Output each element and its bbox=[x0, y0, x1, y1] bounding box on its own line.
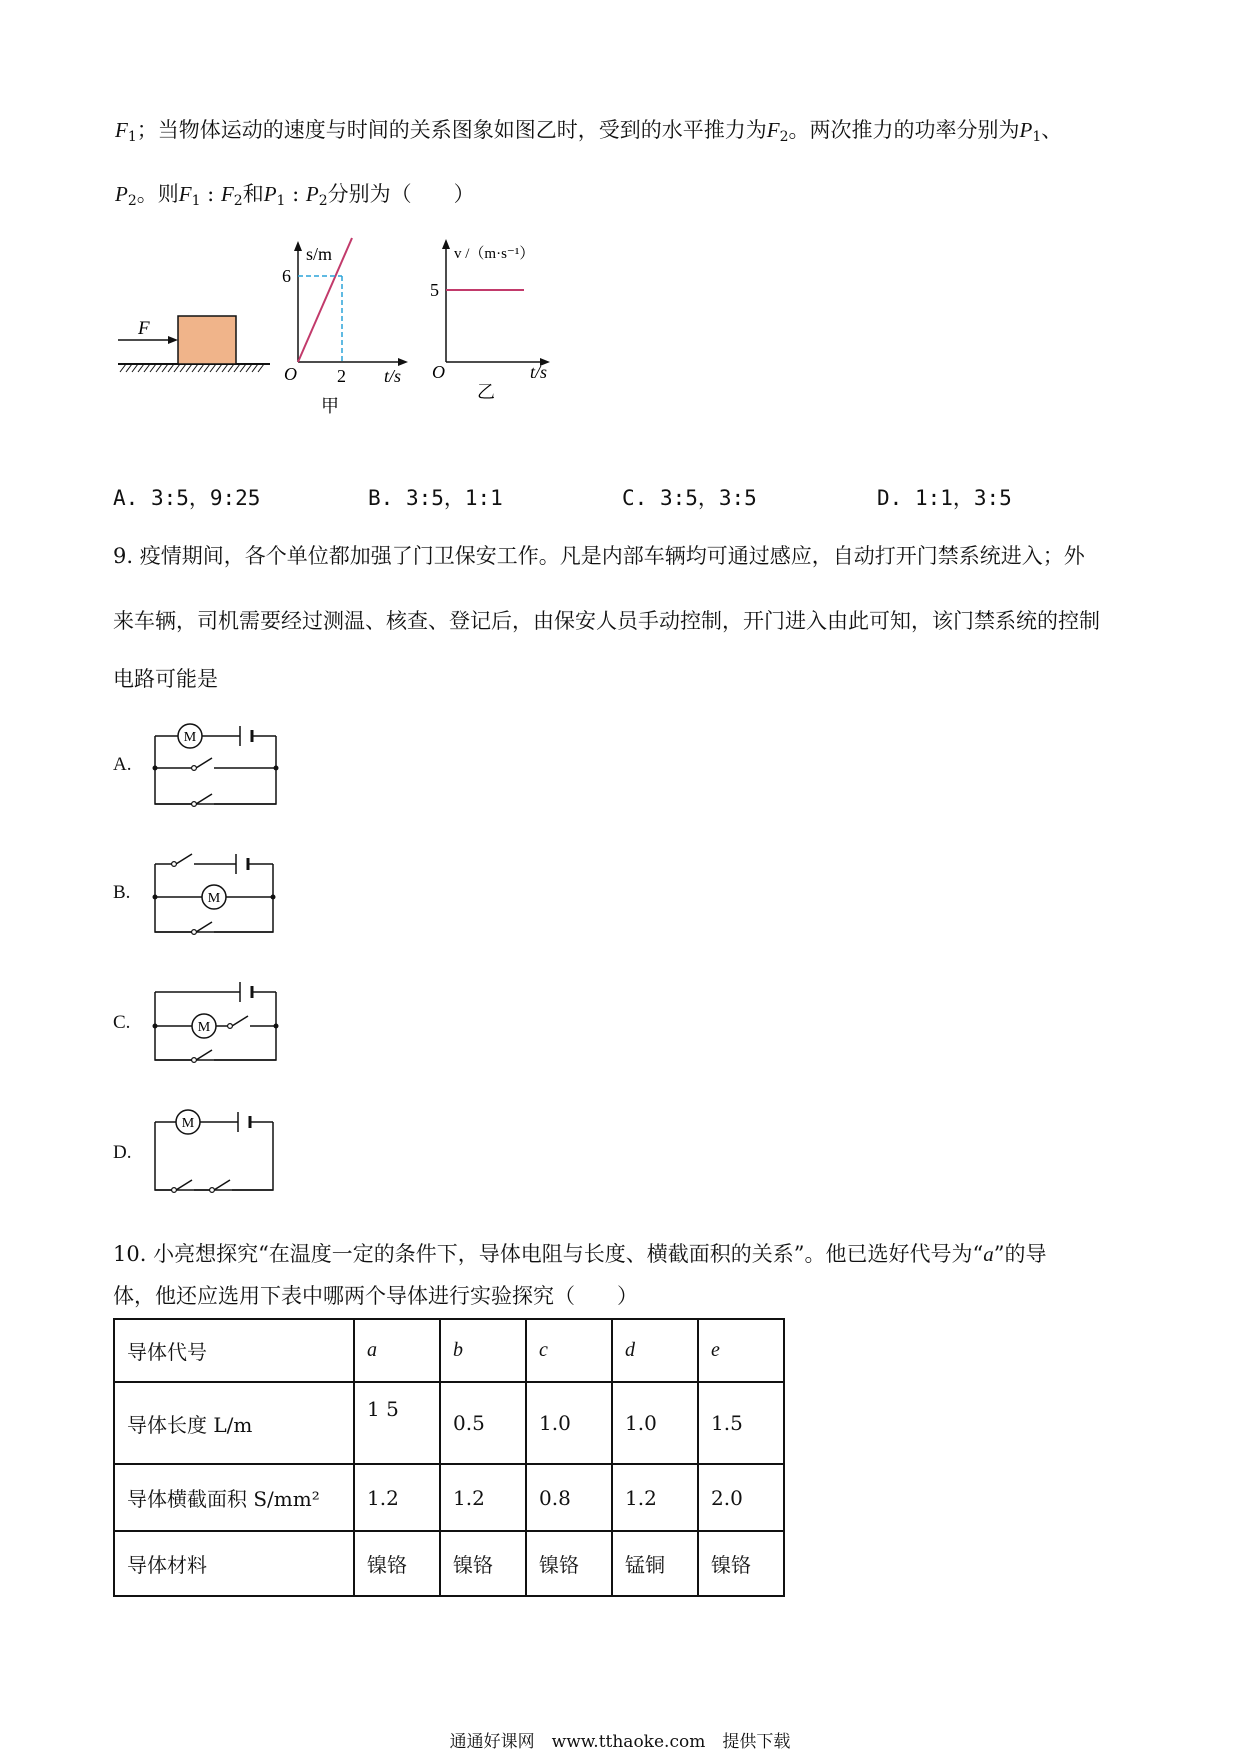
choice-letter: B. bbox=[368, 486, 394, 510]
option-c-label[interactable]: C. bbox=[113, 1012, 131, 1033]
table-cell: d bbox=[612, 1319, 698, 1382]
symbol-F: F bbox=[220, 182, 234, 206]
symbol-F: F bbox=[178, 182, 192, 206]
y-tick-label: 5 bbox=[430, 280, 439, 300]
text-segment: 。两次推力的功率分别为 bbox=[788, 118, 1020, 142]
symbol-F2: F bbox=[766, 118, 780, 142]
junction-dot bbox=[153, 1024, 158, 1029]
subscript: 2 bbox=[233, 193, 243, 209]
subscript: 2 bbox=[779, 129, 789, 145]
circuit-d[interactable] bbox=[148, 1098, 283, 1198]
q8-figure bbox=[110, 236, 580, 416]
row-header: 导体材料 bbox=[114, 1531, 354, 1596]
table-cell: b bbox=[440, 1319, 526, 1382]
x-axis-arrow-icon bbox=[398, 358, 408, 366]
choice-letter: C. bbox=[622, 486, 648, 510]
subscript: 2 bbox=[127, 193, 137, 209]
choice-letter: D. bbox=[877, 486, 903, 510]
row-header: 导体代号 bbox=[114, 1319, 354, 1382]
force-label: F bbox=[138, 318, 150, 339]
table-row bbox=[114, 1382, 784, 1464]
table-cell: 1 5 bbox=[354, 1382, 440, 1464]
table-cell: 1.5 bbox=[698, 1382, 784, 1464]
table-cell: 1.2 bbox=[354, 1464, 440, 1531]
subscript: 1 bbox=[276, 193, 286, 209]
circuit-a[interactable] bbox=[148, 712, 283, 812]
table-cell: a bbox=[354, 1319, 440, 1382]
switch-icon bbox=[172, 862, 177, 867]
switch-icon bbox=[210, 1188, 215, 1193]
q8-choices bbox=[0, 482, 1240, 512]
graph-jia bbox=[282, 238, 408, 416]
y-tick-label: 6 bbox=[282, 266, 291, 286]
q8-line-2 bbox=[115, 178, 475, 209]
block bbox=[178, 316, 236, 364]
y-axis-arrow-icon bbox=[442, 239, 450, 249]
table-cell: 镍铬 bbox=[440, 1531, 526, 1596]
subscript: 2 bbox=[318, 193, 328, 209]
q9-line-1: 9. 疫情期间，各个单位都加强了门卫保安工作。凡是内部车辆均可通过感应，自动打开门禁系统进入；外 bbox=[113, 544, 1085, 568]
x-axis-label: t/s bbox=[530, 362, 548, 382]
q10-line-2: 体，他还应选用下表中哪两个导体进行实验探究（ ） bbox=[113, 1284, 638, 1308]
choice-text: 3:5，3:5 bbox=[659, 486, 757, 510]
text-segment: 分别为（ ） bbox=[327, 182, 475, 206]
choice-a[interactable] bbox=[113, 482, 260, 512]
row-header: 导体横截面积 S/mm² bbox=[114, 1464, 354, 1531]
symbol-P: P bbox=[263, 182, 277, 206]
motor-label: M bbox=[197, 1020, 211, 1035]
option-d-label[interactable]: D. bbox=[113, 1142, 132, 1163]
symbol-P2: P bbox=[115, 182, 128, 206]
table-cell: 1.0 bbox=[526, 1382, 612, 1464]
switch-icon bbox=[192, 802, 197, 807]
text-segment: ”的导 bbox=[993, 1242, 1047, 1266]
symbol-P1: P bbox=[1019, 118, 1033, 142]
symbol-a: a bbox=[983, 1242, 994, 1266]
subscript: 1 bbox=[1032, 129, 1042, 145]
table-cell: 1.2 bbox=[612, 1464, 698, 1531]
page-footer: 通通好课网 www.tthaoke.com 提供下载 bbox=[449, 1732, 791, 1752]
ratio-colon: : bbox=[200, 182, 221, 206]
q10-line-1 bbox=[113, 1238, 1047, 1268]
switch-icon bbox=[228, 1024, 233, 1029]
table-cell: c bbox=[526, 1319, 612, 1382]
symbol-F1: F bbox=[115, 118, 128, 142]
x-axis-label: t/s bbox=[384, 366, 402, 386]
junction-dot bbox=[271, 895, 276, 900]
table-cell: 0.5 bbox=[440, 1382, 526, 1464]
motor-label: M bbox=[183, 730, 197, 745]
choice-text: 1:1，3:5 bbox=[914, 486, 1012, 510]
switch-icon bbox=[172, 1188, 177, 1193]
table-cell: 1.0 bbox=[612, 1382, 698, 1464]
motor-label: M bbox=[207, 891, 221, 906]
table-cell: 镍铬 bbox=[354, 1531, 440, 1596]
text-segment: 、 bbox=[1041, 118, 1063, 142]
switch-icon bbox=[192, 1058, 197, 1063]
origin-label: O bbox=[432, 362, 445, 382]
table-cell: e bbox=[698, 1319, 784, 1382]
y-axis-label: v /（m·s⁻¹） bbox=[454, 246, 535, 262]
text-segment: 。则 bbox=[136, 182, 179, 206]
y-axis-label: s/m bbox=[306, 244, 333, 264]
q9-line-2: 来车辆，司机需要经过测温、核查、登记后，由保安人员手动控制，开门进入由此可知，该门禁系统的控制 bbox=[113, 609, 1100, 633]
option-b-label[interactable]: B. bbox=[113, 882, 131, 903]
choice-b[interactable] bbox=[368, 482, 503, 512]
row-header: 导体长度 L/m bbox=[114, 1382, 354, 1464]
circuit-c[interactable] bbox=[148, 968, 283, 1068]
x-tick-label: 2 bbox=[337, 366, 346, 386]
junction-dot bbox=[153, 895, 158, 900]
circuit-b[interactable] bbox=[148, 840, 283, 940]
table-cell: 镍铬 bbox=[698, 1531, 784, 1596]
table-cell: 锰铜 bbox=[612, 1531, 698, 1596]
junction-dot bbox=[274, 1024, 279, 1029]
q8-line-1 bbox=[115, 114, 1062, 145]
conductor-table bbox=[113, 1318, 785, 1597]
figure-caption: 乙 bbox=[477, 382, 495, 402]
junction-dot bbox=[274, 766, 279, 771]
arrow-head-icon bbox=[168, 336, 178, 344]
choice-c[interactable] bbox=[622, 482, 757, 512]
q9-line-3: 电路可能是 bbox=[113, 667, 218, 691]
motor-label: M bbox=[181, 1116, 195, 1131]
figure-caption: 甲 bbox=[321, 396, 339, 416]
choice-letter: A. bbox=[113, 486, 139, 510]
table-cell: 镍铬 bbox=[526, 1531, 612, 1596]
switch-icon bbox=[192, 930, 197, 935]
table-row bbox=[114, 1531, 784, 1596]
subscript: 1 bbox=[127, 129, 137, 145]
symbol-P: P bbox=[305, 182, 319, 206]
ratio-colon: : bbox=[285, 182, 306, 206]
y-axis-arrow-icon bbox=[294, 241, 302, 251]
origin-label: O bbox=[284, 364, 297, 384]
graph-yi bbox=[430, 239, 550, 402]
subscript: 1 bbox=[191, 193, 201, 209]
choice-text: 3:5，1:1 bbox=[405, 486, 503, 510]
choice-d[interactable] bbox=[877, 482, 1012, 512]
switch-icon bbox=[192, 766, 197, 771]
ground bbox=[118, 364, 270, 372]
text-segment: 10. 小亮想探究“在温度一定的条件下，导体电阻与长度、横截面积的关系”。他已选好代号为“ bbox=[113, 1242, 984, 1266]
table-cell: 1.2 bbox=[440, 1464, 526, 1531]
text-segment: ；当物体运动的速度与时间的关系图象如图乙时，受到的水平推力为 bbox=[136, 118, 767, 142]
text-segment: 和 bbox=[242, 182, 264, 206]
table-cell: 2.0 bbox=[698, 1464, 784, 1531]
table-row bbox=[114, 1464, 784, 1531]
option-a-label[interactable]: A. bbox=[113, 754, 132, 775]
table-row bbox=[114, 1319, 784, 1382]
choice-text: 3:5，9:25 bbox=[150, 486, 261, 510]
table-cell: 0.8 bbox=[526, 1464, 612, 1531]
junction-dot bbox=[153, 766, 158, 771]
